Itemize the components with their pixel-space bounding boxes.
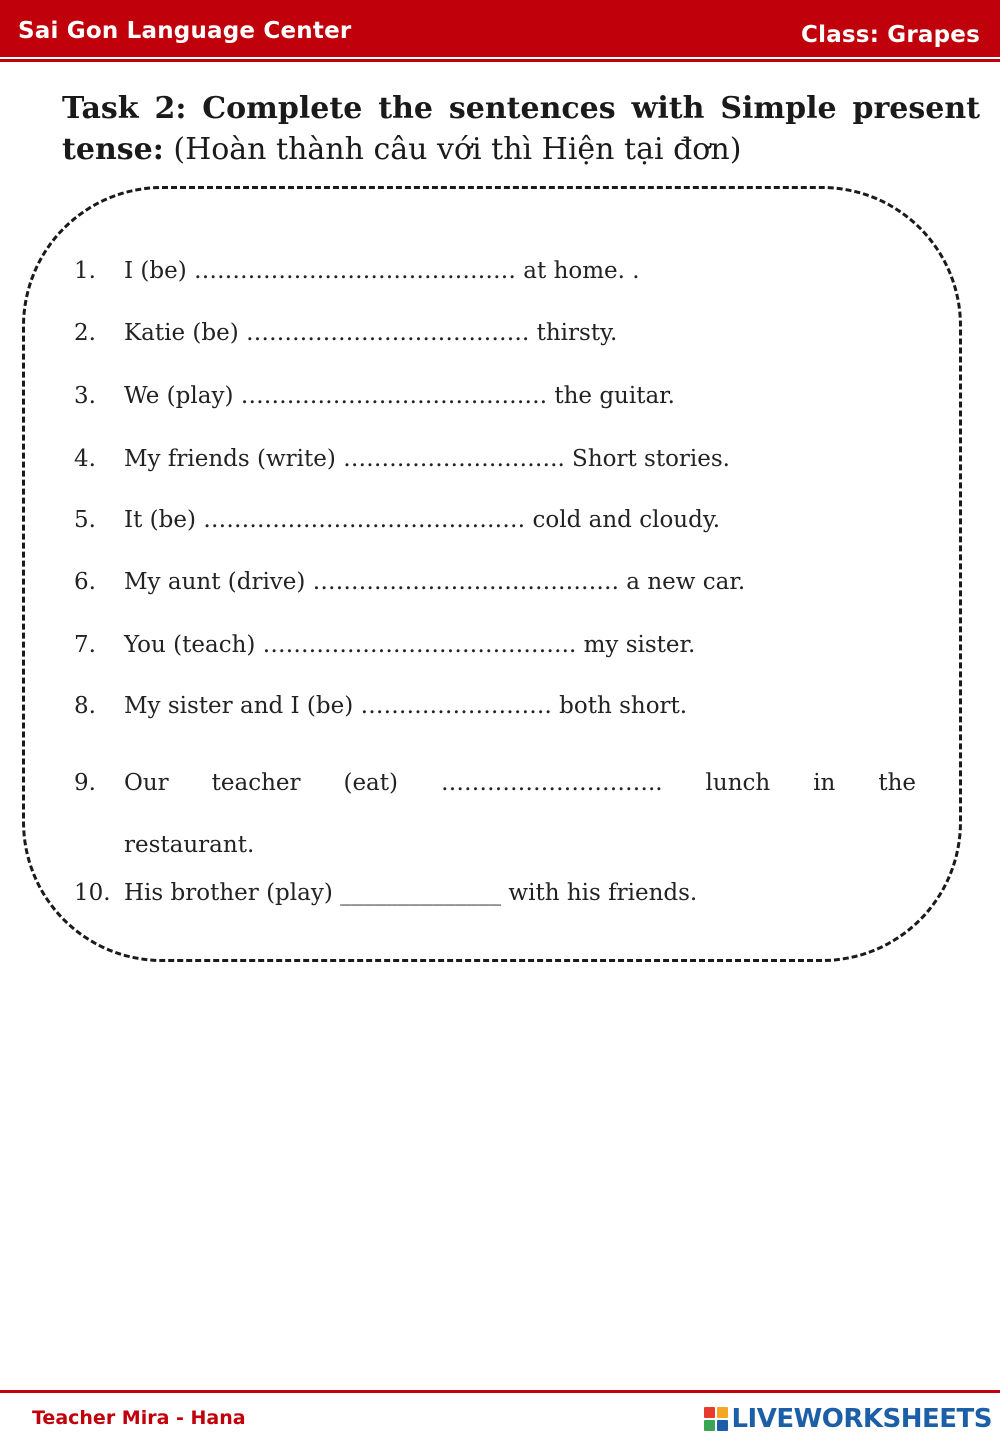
- item-text: My sister and I (be) ……………………. both short.: [124, 693, 688, 719]
- item-text: Katie (be) ………………………………. thirsty.: [124, 320, 618, 346]
- liveworksheets-icon: [704, 1407, 728, 1431]
- exercise-item-1: [74, 258, 640, 284]
- item-text: Our teacher (eat) ……………………….. lunch in the: [124, 770, 916, 796]
- item-text: You (teach) ………………………………….. my sister.: [124, 632, 696, 658]
- task-title: [62, 88, 980, 170]
- item-text: I (be) …………………………………… at home. .: [124, 258, 640, 284]
- liveworksheets-logo: [704, 1404, 992, 1434]
- item-number: 3.: [74, 383, 96, 409]
- exercise-item-7: [74, 632, 695, 658]
- task-title-note: (Hoàn thành câu với thì Hiện tại đơn): [173, 132, 742, 167]
- item-number: 1.: [74, 258, 96, 284]
- item-number: 9.: [74, 770, 96, 796]
- item-number: 2.: [74, 320, 96, 346]
- header-rule: [0, 59, 1000, 62]
- task-title-bold: Task 2: Complete the sentences with Simple present tense:: [62, 91, 980, 167]
- teacher-name: Teacher Mira - Hana: [32, 1407, 246, 1429]
- item-text: My friends (write) ……………………….. Short stories.: [124, 446, 730, 472]
- exercise-item-4: [74, 446, 730, 472]
- class-label: Class: Grapes: [801, 22, 980, 48]
- item-number: 4.: [74, 446, 96, 472]
- item-text-continuation: restaurant.: [124, 832, 255, 858]
- exercise-item-3: [74, 383, 675, 409]
- exercise-item-8: [74, 693, 687, 719]
- item-number: 7.: [74, 632, 96, 658]
- exercise-item-10: [74, 880, 697, 906]
- item-number: 10.: [74, 880, 111, 906]
- liveworksheets-wordmark: LIVEWORKSHEETS: [731, 1404, 992, 1434]
- item-number: 5.: [74, 507, 96, 533]
- footer-rule: [0, 1390, 1000, 1393]
- exercise-item-6: [74, 569, 745, 595]
- item-number: 6.: [74, 569, 96, 595]
- item-text: It (be) …………………………………… cold and cloudy.: [124, 507, 721, 533]
- exercise-item-5: [74, 507, 720, 533]
- item-number: 8.: [74, 693, 96, 719]
- exercise-item-2: [74, 320, 617, 346]
- item-text: We (play) …………………………………. the guitar.: [124, 383, 675, 409]
- center-name: Sai Gon Language Center: [18, 18, 352, 44]
- item-text: His brother (play) ______________ with his friends.: [124, 880, 698, 906]
- item-text: My aunt (drive) …………………………………. a new car.: [124, 569, 746, 595]
